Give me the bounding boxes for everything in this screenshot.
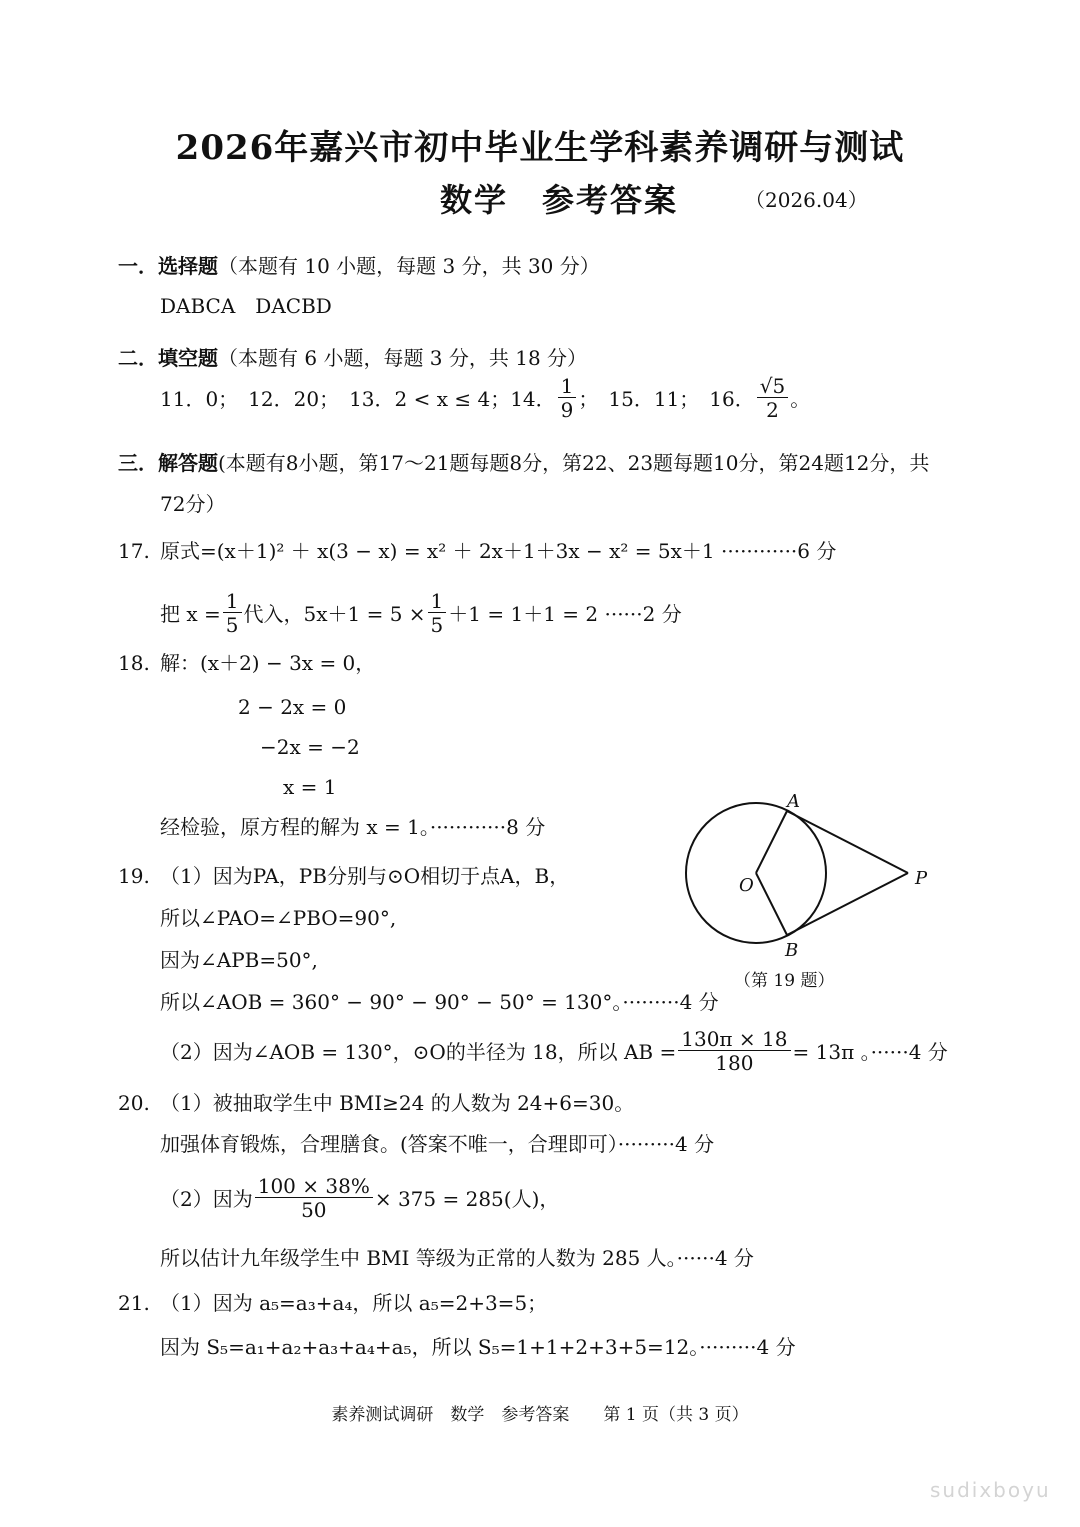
section3-desc-line1: (本题有8小题，第17～21题每题8分，第22、23题每题10分，第24题12分，共 xyxy=(218,451,930,475)
q20-number: 20. xyxy=(118,1091,150,1115)
q17-line2-pre: 把 x = xyxy=(160,601,221,626)
section2-answers xyxy=(160,375,810,422)
q20-line3-tail: × 375 = 285(人)， xyxy=(374,1186,560,1211)
answers-16-tail: 。 xyxy=(790,386,811,411)
page-subtitle: 数学 参考答案 xyxy=(440,181,679,219)
q19-number: 19. xyxy=(118,864,150,888)
tangent-pa xyxy=(787,811,908,873)
fraction-14-num: 1 xyxy=(558,375,577,398)
section3-heading xyxy=(118,450,929,476)
section3-desc-line2: 72分） xyxy=(160,492,226,516)
q17-fraction-a xyxy=(223,590,242,637)
section1-answers: DABCA DACBD xyxy=(160,294,332,318)
q20-fraction xyxy=(255,1175,373,1222)
q18-line2: 2 − 2x = 0 xyxy=(238,695,347,719)
q21-line2: 因为 S₅=a₁+a₂+a₃+a₄+a₅，所以 S₅=1+1+2+3+5=12。·········4 分 xyxy=(160,1335,796,1359)
section2-heading xyxy=(118,345,587,371)
q17-fraction-b-num: 1 xyxy=(428,590,447,613)
radius-ob xyxy=(756,873,787,935)
fraction-14-den: 9 xyxy=(560,398,574,422)
page-footer: 素养测试调研 数学 参考答案 第 1 页（共 3 页） xyxy=(331,1405,749,1425)
q21-number: 21. xyxy=(118,1291,150,1315)
q19-line5-pre: （2）因为∠AOB = 130°，⊙O的半径为 18，所以 AB = xyxy=(160,1039,677,1064)
q20-line4: 所以估计九年级学生中 BMI 等级为正常的人数为 285 人。······4 分 xyxy=(160,1246,754,1270)
q18-number: 18. xyxy=(118,651,150,675)
fraction-16-den: 2 xyxy=(766,398,779,422)
q17-line2 xyxy=(160,590,682,637)
q17-number: 17. xyxy=(118,539,150,563)
q20-line3-pre: （2）因为 xyxy=(160,1186,253,1211)
section1-desc: （本题有 10 小题，每题 3 分，共 30 分） xyxy=(218,254,600,278)
section1-label: 一．选择题 xyxy=(118,254,218,278)
section2-label: 二．填空题 xyxy=(118,346,218,370)
q19-fraction-den: 180 xyxy=(715,1051,754,1075)
q19-line4: 所以∠AOB = 360° − 90° − 90° − 50° = 130°。·········4 分 xyxy=(160,990,719,1014)
q19-fraction xyxy=(678,1028,790,1075)
label-b: B xyxy=(785,940,799,961)
q20-fraction-num: 100 × 38% xyxy=(255,1175,373,1198)
q19-figure-caption: （第 19 题） xyxy=(734,971,835,991)
fraction-16-num: √5 xyxy=(757,375,788,398)
q18-line3: −2x = −2 xyxy=(260,735,360,759)
q20-line2: 加强体育锻炼，合理膳食。(答案不唯一，合理即可）·········4 分 xyxy=(160,1132,715,1156)
q18-line1: 解：(x＋2) − 3x = 0， xyxy=(160,651,376,675)
answers-14-16: ； 15．11； 16． xyxy=(578,386,755,411)
page-date: （2026.04） xyxy=(745,188,868,212)
answers-11-14: 11．0； 12．20； 13．2 < x ≤ 4；14． xyxy=(160,386,556,411)
label-o: O xyxy=(739,875,754,896)
radius-oa xyxy=(756,811,787,873)
q17-line2-tail: ＋1 = 1＋1 = 2 ······2 分 xyxy=(448,601,682,626)
q20-fraction-den: 50 xyxy=(301,1198,327,1222)
label-p: P xyxy=(915,868,928,889)
q19-line3: 因为∠APB=50°, xyxy=(160,948,318,972)
q19-line1: （1）因为PA，PB分别与⊙O相切于点A，B， xyxy=(160,864,570,888)
q17-fraction-a-num: 1 xyxy=(223,590,242,613)
page-title: 2026年嘉兴市初中毕业生学科素养调研与测试 xyxy=(175,128,905,168)
section3-label: 三．解答题 xyxy=(118,451,218,475)
q18-line4: x = 1 xyxy=(283,775,337,799)
q17-fraction-b xyxy=(428,590,447,637)
tangent-pb xyxy=(787,873,908,935)
q19-line5 xyxy=(160,1028,948,1075)
label-a: A xyxy=(787,791,800,812)
q17-fraction-b-den: 5 xyxy=(430,613,444,637)
q19-fraction-num: 130π × 18 xyxy=(678,1028,790,1051)
section2-desc: （本题有 6 小题，每题 3 分，共 18 分） xyxy=(218,346,588,370)
section1-heading xyxy=(118,253,600,279)
watermark: sudixboyu xyxy=(930,1478,1051,1502)
q17-line1: 原式=(x＋1)² ＋ x(3 − x) = x² ＋ 2x＋1＋3x − x² = 5x＋1 ············6 分 xyxy=(160,539,837,563)
q17-fraction-a-den: 5 xyxy=(225,613,239,637)
q19-line5-tail: = 13π 。······4 分 xyxy=(792,1039,948,1064)
q18-line5: 经检验，原方程的解为 x = 1。············8 分 xyxy=(160,815,546,839)
q21-line1: （1）因为 a₅=a₃+a₄，所以 a₅=2+3=5； xyxy=(160,1291,548,1315)
fraction-14 xyxy=(558,375,577,422)
q20-line3 xyxy=(160,1175,559,1222)
q19-line2: 所以∠PAO=∠PBO=90°, xyxy=(160,906,397,930)
q20-line1: （1）被抽取学生中 BMI≥24 的人数为 24+6=30。 xyxy=(160,1091,635,1115)
q17-line2-mid: 代入，5x＋1 = 5 × xyxy=(243,601,426,626)
fraction-16 xyxy=(757,375,788,422)
